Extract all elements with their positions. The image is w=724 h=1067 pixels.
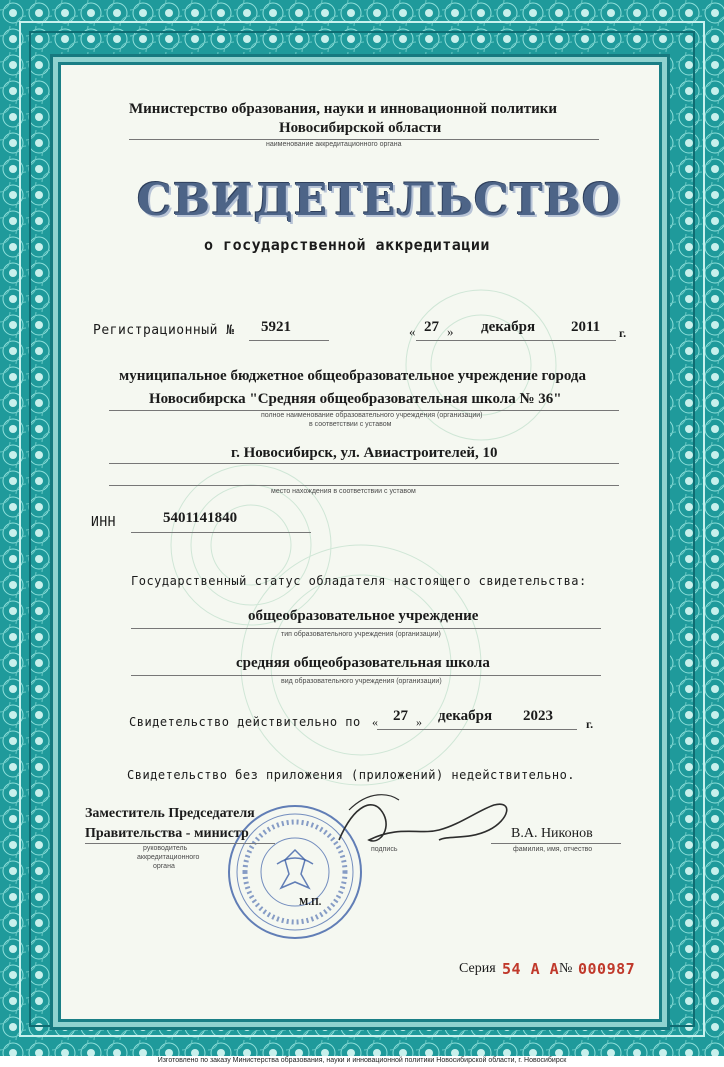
signatory-position-line-1: Заместитель Председателя	[85, 806, 255, 821]
status-type-caption: тип образовательного учреждения (организации)	[281, 631, 441, 638]
organization-caption-2: в соответствии с уставом	[309, 421, 392, 428]
signatory-position-line	[85, 843, 275, 844]
registration-year-suffix: г.	[619, 326, 627, 340]
address-underline	[109, 463, 619, 464]
issuer-line-1: Министерство образования, науки и инновационной политики	[129, 101, 558, 117]
signatory-caption-left-3: органа	[153, 863, 175, 870]
series-label: Серия	[459, 961, 496, 976]
series-code: 54 А А	[502, 960, 560, 978]
address-underline-2	[109, 485, 619, 486]
registration-date-line	[416, 340, 616, 341]
validity-month: декабря	[438, 708, 493, 724]
address-caption: место нахождения в соответствии с уставом	[271, 488, 416, 495]
validity-year-suffix: г.	[586, 717, 594, 731]
organization-caption-1: полное наименование образовательного учреждения (организации)	[261, 412, 483, 419]
validity-note: Свидетельство без приложения (приложений) недействительно.	[127, 768, 576, 782]
registration-label: Регистрационный №	[93, 323, 235, 338]
issuer-caption: наименование аккредитационного органа	[266, 141, 402, 148]
signatory-position-line-2: Правительства - министр	[85, 826, 249, 841]
validity-date-line	[377, 729, 577, 730]
stamp-mark: М.П.	[299, 897, 322, 908]
registration-number-line	[249, 340, 329, 341]
status-type-underline	[131, 628, 601, 629]
validity-quote-close: »	[416, 715, 422, 729]
organization-line-2: Новосибирска "Средняя общеобразовательная школа № 36"	[149, 391, 562, 407]
status-kind-caption: вид образовательного учреждения (организации)	[281, 678, 442, 685]
organization-line-1: муниципальное бюджетное общеобразовательное учреждение города	[119, 368, 586, 384]
certificate-body	[58, 62, 662, 1022]
address-value: г. Новосибирск, ул. Авиастроителей, 10	[231, 445, 498, 461]
inn-label: ИНН	[91, 515, 116, 530]
signatory-caption-left-1: руководитель	[143, 845, 188, 852]
printer-footer: Изготовлено по заказу Министерства образования, науки и инновационной политики Новосибирской области, г. Новосибирск	[157, 1057, 567, 1064]
document-title: СВИДЕТЕЛЬСТВО	[137, 175, 622, 226]
signatory-caption-left-2: аккредитационного	[137, 854, 200, 861]
document-subtitle: о государственной аккредитации	[204, 236, 490, 254]
status-heading: Государственный статус обладателя настоящего свидетельства:	[131, 574, 587, 588]
status-type-value: общеобразовательное учреждение	[248, 608, 479, 624]
validity-day: 27	[393, 708, 408, 724]
status-kind-underline	[131, 675, 601, 676]
issuer-line-2: Новосибирской области	[279, 120, 442, 136]
validity-year: 2023	[523, 708, 553, 724]
registration-quote-close: »	[447, 324, 454, 339]
inn-underline	[131, 532, 311, 533]
signatory-name: В.А. Никонов	[511, 826, 593, 841]
signatory-caption-right: фамилия, имя, отчество	[513, 846, 593, 853]
registration-day: 27	[424, 319, 439, 335]
validity-quote-open: «	[372, 715, 378, 729]
status-kind-value: средняя общеобразовательная школа	[236, 655, 490, 671]
issuer-underline	[129, 139, 599, 140]
signatory-name-line	[491, 843, 621, 844]
series-number-label: №	[559, 961, 573, 976]
organization-underline	[109, 410, 619, 411]
registration-year: 2011	[571, 319, 601, 335]
signatory-caption-middle: подпись	[371, 846, 398, 853]
registration-month: декабря	[481, 319, 536, 335]
registration-quote-open: «	[409, 324, 416, 339]
series-number: 000987	[578, 960, 636, 978]
validity-label: Свидетельство действительно по	[129, 715, 361, 729]
registration-number: 5921	[261, 319, 291, 335]
handwritten-signature	[329, 785, 519, 875]
inn-value: 5401141840	[163, 510, 238, 526]
